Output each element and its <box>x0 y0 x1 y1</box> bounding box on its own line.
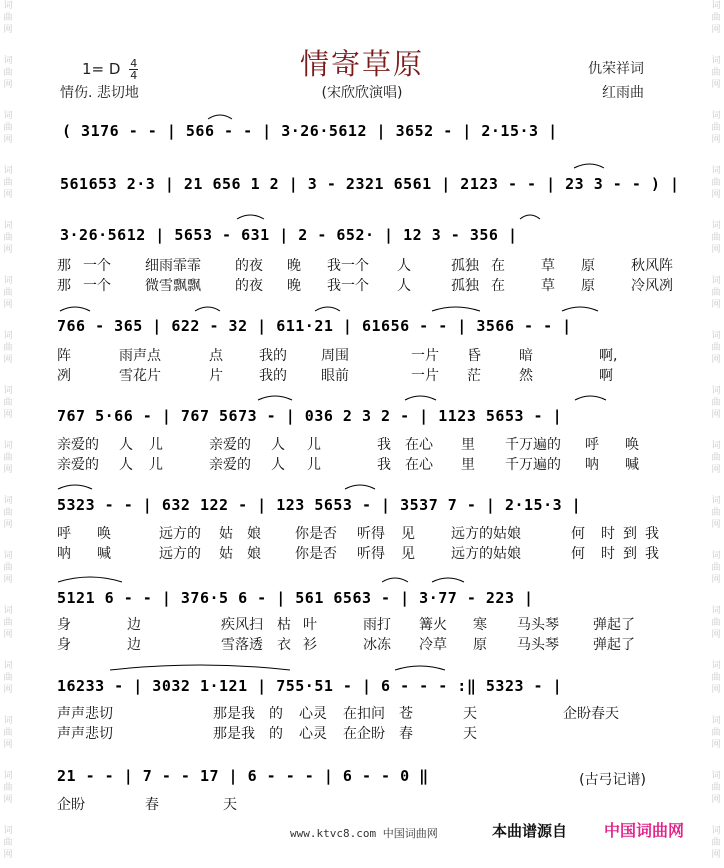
watermark-glyph: 网 <box>711 850 721 860</box>
lyric-word: 远方的 <box>159 526 201 542</box>
lyric-word: 马头琴 <box>517 637 559 653</box>
lyric-word: 细雨霏霏 <box>145 258 201 274</box>
lyric-word: 时 <box>601 546 615 562</box>
watermark-glyph: 网 <box>711 245 721 255</box>
lyric-word: 千万遍的 <box>505 457 561 473</box>
slur-arc <box>110 665 290 670</box>
lyric-word: 的夜 <box>235 258 263 274</box>
lyric-word: 的夜 <box>235 278 263 294</box>
lyric-word: 到 <box>623 526 637 542</box>
lyric-word: 一片 <box>411 348 439 364</box>
lyric-word: 暗 <box>519 348 533 364</box>
watermark-glyph: 曲 <box>711 13 721 23</box>
footer-brand: 中国词曲网 <box>604 821 685 840</box>
lyric-word: 在 <box>491 258 505 274</box>
lyric-word: 姑 <box>219 526 233 542</box>
watermark-glyph: 词 <box>3 551 13 561</box>
watermark-glyph: 曲 <box>711 288 721 298</box>
slur-arc <box>345 485 375 489</box>
watermark-glyph: 网 <box>711 300 721 310</box>
watermark-glyph: 词 <box>711 771 721 781</box>
watermark-glyph: 曲 <box>3 453 13 463</box>
lyric-word: 晚 <box>287 258 301 274</box>
lyric-word: 姑 <box>219 546 233 562</box>
lyric-word: 的 <box>269 706 283 722</box>
watermark-glyph: 网 <box>3 465 13 475</box>
key-text: 1= D <box>82 60 121 78</box>
watermark-glyph: 网 <box>711 25 721 35</box>
watermark-glyph: 网 <box>711 740 721 750</box>
slur-arc <box>258 396 292 400</box>
lyric-word: 雪落透 <box>221 637 263 653</box>
watermark-glyph: 词 <box>711 606 721 616</box>
watermark-glyph: 网 <box>3 795 13 805</box>
watermark-glyph: 曲 <box>711 343 721 353</box>
lyric-word: 我 <box>645 526 659 542</box>
lyric-word: 在心 <box>405 437 433 453</box>
watermark-glyph: 曲 <box>711 618 721 628</box>
lyric-word: 你是否 <box>295 526 337 542</box>
watermark-glyph: 网 <box>711 80 721 90</box>
lyric-word: 衣 <box>277 637 291 653</box>
watermark-glyph: 网 <box>3 25 13 35</box>
watermark-glyph: 网 <box>3 520 13 530</box>
watermark-glyph: 词 <box>711 441 721 451</box>
lyric-word: 原 <box>581 258 595 274</box>
lyric-word: 里 <box>461 457 475 473</box>
notation-line-9: 21 - - | 7 - - 17 | 6 - - - | 6 - - 0 ‖ <box>57 767 429 785</box>
watermark-glyph: 词 <box>3 606 13 616</box>
watermark-glyph: 曲 <box>3 783 13 793</box>
watermark-glyph: 曲 <box>711 178 721 188</box>
watermark-glyph: 曲 <box>3 123 13 133</box>
lyric-word: 到 <box>623 546 637 562</box>
slur-arc <box>208 115 232 119</box>
lyric-word: 儿 <box>307 437 321 453</box>
lyric-word: 啊 <box>599 368 613 384</box>
lyric-word: 边 <box>127 637 141 653</box>
lyric-word: 我的 <box>259 348 287 364</box>
lyric-word: 我 <box>377 437 391 453</box>
watermark-glyph: 曲 <box>3 728 13 738</box>
lyric-word: 周围 <box>321 348 349 364</box>
watermark-glyph: 词 <box>711 1 721 11</box>
notation-line-7: 5121 6 - - | 376·5 6 - | 561 6563 - | 3·77 - 223 | <box>57 589 534 607</box>
lyric-word: 在扣问 <box>343 706 385 722</box>
watermark-glyph: 曲 <box>711 233 721 243</box>
lyric-word: 我 <box>377 457 391 473</box>
slur-arc <box>395 666 445 670</box>
watermark-glyph: 曲 <box>3 398 13 408</box>
lyric-word: 亲爱的 <box>57 457 99 473</box>
slur-arc <box>562 307 598 311</box>
watermark-glyph: 词 <box>3 111 13 121</box>
lyric-word: 一个 <box>83 258 111 274</box>
lyric-word: 我 <box>645 546 659 562</box>
lyric-word: 雨打 <box>363 617 391 633</box>
watermark-glyph: 词 <box>3 276 13 286</box>
slur-arc <box>58 577 122 582</box>
watermark-glyph: 网 <box>3 740 13 750</box>
slur-arc <box>520 215 540 219</box>
lyric-word: 孤独 <box>451 258 479 274</box>
lyric-word: 唤 <box>625 437 639 453</box>
watermark-glyph: 网 <box>711 520 721 530</box>
footer-site-url: www.ktvc8.com 中国词曲网 <box>290 827 438 840</box>
lyric-word: 天 <box>463 706 477 722</box>
watermark-glyph: 曲 <box>711 673 721 683</box>
singer-credit: (宋欣欣演唱) <box>321 85 403 101</box>
watermark-glyph: 曲 <box>711 68 721 78</box>
lyric-word: 茫 <box>467 368 481 384</box>
lyric-word: 身 <box>57 617 71 633</box>
lyric-word: 草 <box>541 278 555 294</box>
lyric-word: 亲爱的 <box>57 437 99 453</box>
lyric-word: 喊 <box>625 457 639 473</box>
watermark-glyph: 网 <box>711 135 721 145</box>
watermark-glyph: 词 <box>3 1 13 11</box>
watermark-glyph: 词 <box>711 276 721 286</box>
notation-line-5: 767 5·66 - | 767 5673 - | 036 2 3 2 - | 1123 5653 - | <box>57 407 563 425</box>
lyric-word: 心灵 <box>299 706 327 722</box>
watermark-glyph: 网 <box>3 630 13 640</box>
lyric-word: 在 <box>491 278 505 294</box>
lyric-word: 一个 <box>83 278 111 294</box>
watermark-glyph: 曲 <box>3 233 13 243</box>
watermark-glyph: 词 <box>3 716 13 726</box>
watermark-glyph: 词 <box>3 221 13 231</box>
watermark-glyph: 网 <box>711 795 721 805</box>
watermark-glyph: 网 <box>3 80 13 90</box>
watermark-glyph: 词 <box>3 166 13 176</box>
slur-arc <box>58 485 92 489</box>
watermark-glyph: 曲 <box>711 838 721 848</box>
watermark-glyph: 网 <box>3 135 13 145</box>
lyric-word: 娘 <box>247 546 261 562</box>
watermark-glyph: 词 <box>711 551 721 561</box>
lyric-word: 在心 <box>405 457 433 473</box>
lyric-word: 片 <box>209 368 223 384</box>
lyric-word: 远方的姑娘 <box>451 526 521 542</box>
lyric-word: 声声悲切 <box>57 706 113 722</box>
lyric-word: 疾风扫 <box>221 617 263 633</box>
lyric-word: 阵 <box>57 348 71 364</box>
lyric-word: 听得 <box>357 546 385 562</box>
lyric-word: 晚 <box>287 278 301 294</box>
lyric-word: 点 <box>209 348 223 364</box>
slur-arc <box>405 396 436 400</box>
slur-arc <box>195 307 220 311</box>
lyric-word: 那是我 <box>213 726 255 742</box>
lyric-word: 雪花片 <box>119 368 161 384</box>
lyric-word: 儿 <box>149 437 163 453</box>
lyric-word: 你是否 <box>295 546 337 562</box>
watermark-glyph: 网 <box>711 630 721 640</box>
watermark-glyph: 曲 <box>3 68 13 78</box>
lyric-word: 那是我 <box>213 706 255 722</box>
slur-arc <box>237 215 264 219</box>
watermark-glyph: 曲 <box>3 508 13 518</box>
lyric-word: 亲爱的 <box>209 457 251 473</box>
composer-credit: 红雨曲 <box>602 85 644 101</box>
watermark-glyph: 网 <box>711 465 721 475</box>
watermark-glyph: 词 <box>3 661 13 671</box>
lyric-word: 喊 <box>97 546 111 562</box>
lyric-word: 呐 <box>57 546 71 562</box>
watermark-glyph: 曲 <box>711 453 721 463</box>
watermark-glyph: 网 <box>711 190 721 200</box>
lyric-word: 枯 <box>277 617 291 633</box>
lyric-word: 人 <box>271 457 285 473</box>
lyric-word: 冷风冽 <box>631 278 673 294</box>
lyric-word: 春 <box>145 797 159 813</box>
watermark-glyph: 曲 <box>3 673 13 683</box>
watermark-glyph: 词 <box>3 331 13 341</box>
lyric-word: 秋风阵 <box>631 258 673 274</box>
watermark-glyph: 网 <box>3 850 13 860</box>
slur-arc <box>432 307 480 311</box>
lyric-word: 叶 <box>303 617 317 633</box>
lyric-word: 篝火 <box>419 617 447 633</box>
lyric-word: 原 <box>473 637 487 653</box>
lyric-word: 天 <box>463 726 477 742</box>
watermark-glyph: 曲 <box>3 618 13 628</box>
lyric-word: 啊, <box>599 348 618 364</box>
watermark-glyph: 词 <box>711 826 721 836</box>
lyric-word: 那 <box>57 278 71 294</box>
lyric-word: 呐 <box>585 457 599 473</box>
lyric-word: 人 <box>397 258 411 274</box>
lyric-word: 千万遍的 <box>505 437 561 453</box>
lyric-word: 弹起了 <box>593 637 635 653</box>
lyric-word: 声声悲切 <box>57 726 113 742</box>
time-denominator: 4 <box>130 69 138 82</box>
lyric-word: 马头琴 <box>517 617 559 633</box>
lyric-word: 我的 <box>259 368 287 384</box>
lyric-word: 原 <box>581 278 595 294</box>
notation-line-3: 3·26·5612 | 5653 - 631 | 2 - 652· | 12 3 - 356 | <box>60 226 518 244</box>
lyric-word: 我一个 <box>327 278 369 294</box>
watermark-glyph: 网 <box>711 410 721 420</box>
lyric-word: 听得 <box>357 526 385 542</box>
watermark-glyph: 曲 <box>711 728 721 738</box>
mood-marking: 情伤. 悲切地 <box>60 85 139 101</box>
notation-line-4: 766 - 365 | 622 - 32 | 611·21 | 61656 - - | 3566 - - | <box>57 317 572 335</box>
watermark-glyph: 网 <box>3 245 13 255</box>
lyric-word: 孤独 <box>451 278 479 294</box>
watermark-glyph: 曲 <box>3 563 13 573</box>
slur-arc <box>315 307 340 311</box>
lyric-word: 心灵 <box>299 726 327 742</box>
lyric-word: 呼 <box>585 437 599 453</box>
watermark-glyph: 词 <box>711 56 721 66</box>
lyric-word: 一片 <box>411 368 439 384</box>
lyric-word: 弹起了 <box>593 617 635 633</box>
notation-line-6: 5323 - - | 632 122 - | 123 5653 - | 3537 7 - | 2·15·3 | <box>57 496 582 514</box>
lyric-word: 眼前 <box>321 368 349 384</box>
watermark-glyph: 曲 <box>711 123 721 133</box>
song-title: 情寄草原 <box>299 47 424 81</box>
lyric-word: 远方的 <box>159 546 201 562</box>
watermark-glyph: 网 <box>711 355 721 365</box>
watermark-glyph: 词 <box>711 111 721 121</box>
watermark-glyph: 词 <box>3 386 13 396</box>
lyric-word: 衫 <box>303 637 317 653</box>
footer-source-label: 本曲谱源自 <box>492 822 568 840</box>
lyric-word: 人 <box>119 457 133 473</box>
lyric-word: 边 <box>127 617 141 633</box>
watermark-glyph: 曲 <box>3 288 13 298</box>
watermark-glyph: 词 <box>3 56 13 66</box>
notation-line-8: 16233 - | 3032 1·121 | 755·51 - | 6 - - - :‖ 5323 - | <box>57 677 563 695</box>
watermark-glyph: 词 <box>3 496 13 506</box>
watermark-glyph: 曲 <box>3 838 13 848</box>
lyricist-credit: 仇荣祥词 <box>588 61 644 77</box>
lyric-word: 的 <box>269 726 283 742</box>
watermark-glyph: 词 <box>711 496 721 506</box>
lyric-word: 冽 <box>57 368 71 384</box>
lyric-word: 亲爱的 <box>209 437 251 453</box>
slur-arc <box>574 164 604 168</box>
lyric-word: 见 <box>401 526 415 542</box>
watermark-glyph: 词 <box>711 166 721 176</box>
watermark-glyph: 曲 <box>711 563 721 573</box>
watermark-glyph: 网 <box>3 355 13 365</box>
lyric-word: 何 <box>571 546 585 562</box>
lyric-word: 身 <box>57 637 71 653</box>
lyric-word: 企盼春天 <box>563 706 619 722</box>
lyric-word: 在企盼 <box>343 726 385 742</box>
watermark-glyph: 网 <box>711 685 721 695</box>
lyric-word: 时 <box>601 526 615 542</box>
lyric-word: 春 <box>399 726 413 742</box>
watermark-glyph: 词 <box>3 441 13 451</box>
time-numerator: 4 <box>130 57 138 70</box>
arranger-credit: (古弓记谱) <box>579 772 646 788</box>
watermark-glyph: 曲 <box>711 398 721 408</box>
lyric-word: 冰冻 <box>363 637 391 653</box>
lyric-word: 企盼 <box>57 797 85 813</box>
slur-arc <box>575 396 606 400</box>
lyric-word: 昏 <box>467 348 481 364</box>
lyric-word: 人 <box>271 437 285 453</box>
watermark-glyph: 网 <box>3 410 13 420</box>
watermark-glyph: 曲 <box>3 13 13 23</box>
lyric-word: 微雪飘飘 <box>145 278 201 294</box>
watermark-glyph: 网 <box>3 685 13 695</box>
lyric-word: 天 <box>223 797 237 813</box>
lyric-word: 儿 <box>149 457 163 473</box>
lyric-word: 儿 <box>307 457 321 473</box>
lyric-word: 那 <box>57 258 71 274</box>
watermark-glyph: 词 <box>3 826 13 836</box>
lyric-word: 里 <box>461 437 475 453</box>
lyric-word: 草 <box>541 258 555 274</box>
lyric-word: 雨声点 <box>119 348 161 364</box>
watermark-glyph: 词 <box>711 386 721 396</box>
slur-arc <box>432 578 464 582</box>
lyric-word: 寒 <box>473 617 487 633</box>
lyric-word: 呼 <box>57 526 71 542</box>
watermark-glyph: 曲 <box>711 508 721 518</box>
lyric-word: 见 <box>401 546 415 562</box>
slur-arc <box>382 578 408 582</box>
watermark-glyph: 网 <box>3 190 13 200</box>
watermark-glyph: 词 <box>711 716 721 726</box>
lyric-word: 唤 <box>97 526 111 542</box>
watermark-glyph: 网 <box>711 575 721 585</box>
notation-line-2: 561653 2·3 | 21 656 1 2 | 3 - 2321 6561 | 2123 - - | 23 3 - - ) | <box>60 175 680 193</box>
lyric-word: 冷草 <box>419 637 447 653</box>
lyric-word: 远方的姑娘 <box>451 546 521 562</box>
lyric-word: 我一个 <box>327 258 369 274</box>
watermark-glyph: 词 <box>711 661 721 671</box>
lyric-word: 人 <box>119 437 133 453</box>
lyric-word: 人 <box>397 278 411 294</box>
watermark-glyph: 词 <box>711 331 721 341</box>
watermark-glyph: 词 <box>711 221 721 231</box>
lyric-word: 苍 <box>399 706 413 722</box>
slur-arc <box>60 307 90 311</box>
lyric-word: 娘 <box>247 526 261 542</box>
watermark-glyph: 词 <box>3 771 13 781</box>
watermark-glyph: 曲 <box>711 783 721 793</box>
watermark-glyph: 网 <box>3 300 13 310</box>
watermark-glyph: 网 <box>3 575 13 585</box>
lyric-word: 何 <box>571 526 585 542</box>
watermark-glyph: 曲 <box>3 178 13 188</box>
watermark-glyph: 曲 <box>3 343 13 353</box>
notation-line-1: ( 3176 - - | 566 - - | 3·26·5612 | 3652 - | 2·15·3 | <box>62 122 558 140</box>
lyric-word: 然 <box>519 368 533 384</box>
